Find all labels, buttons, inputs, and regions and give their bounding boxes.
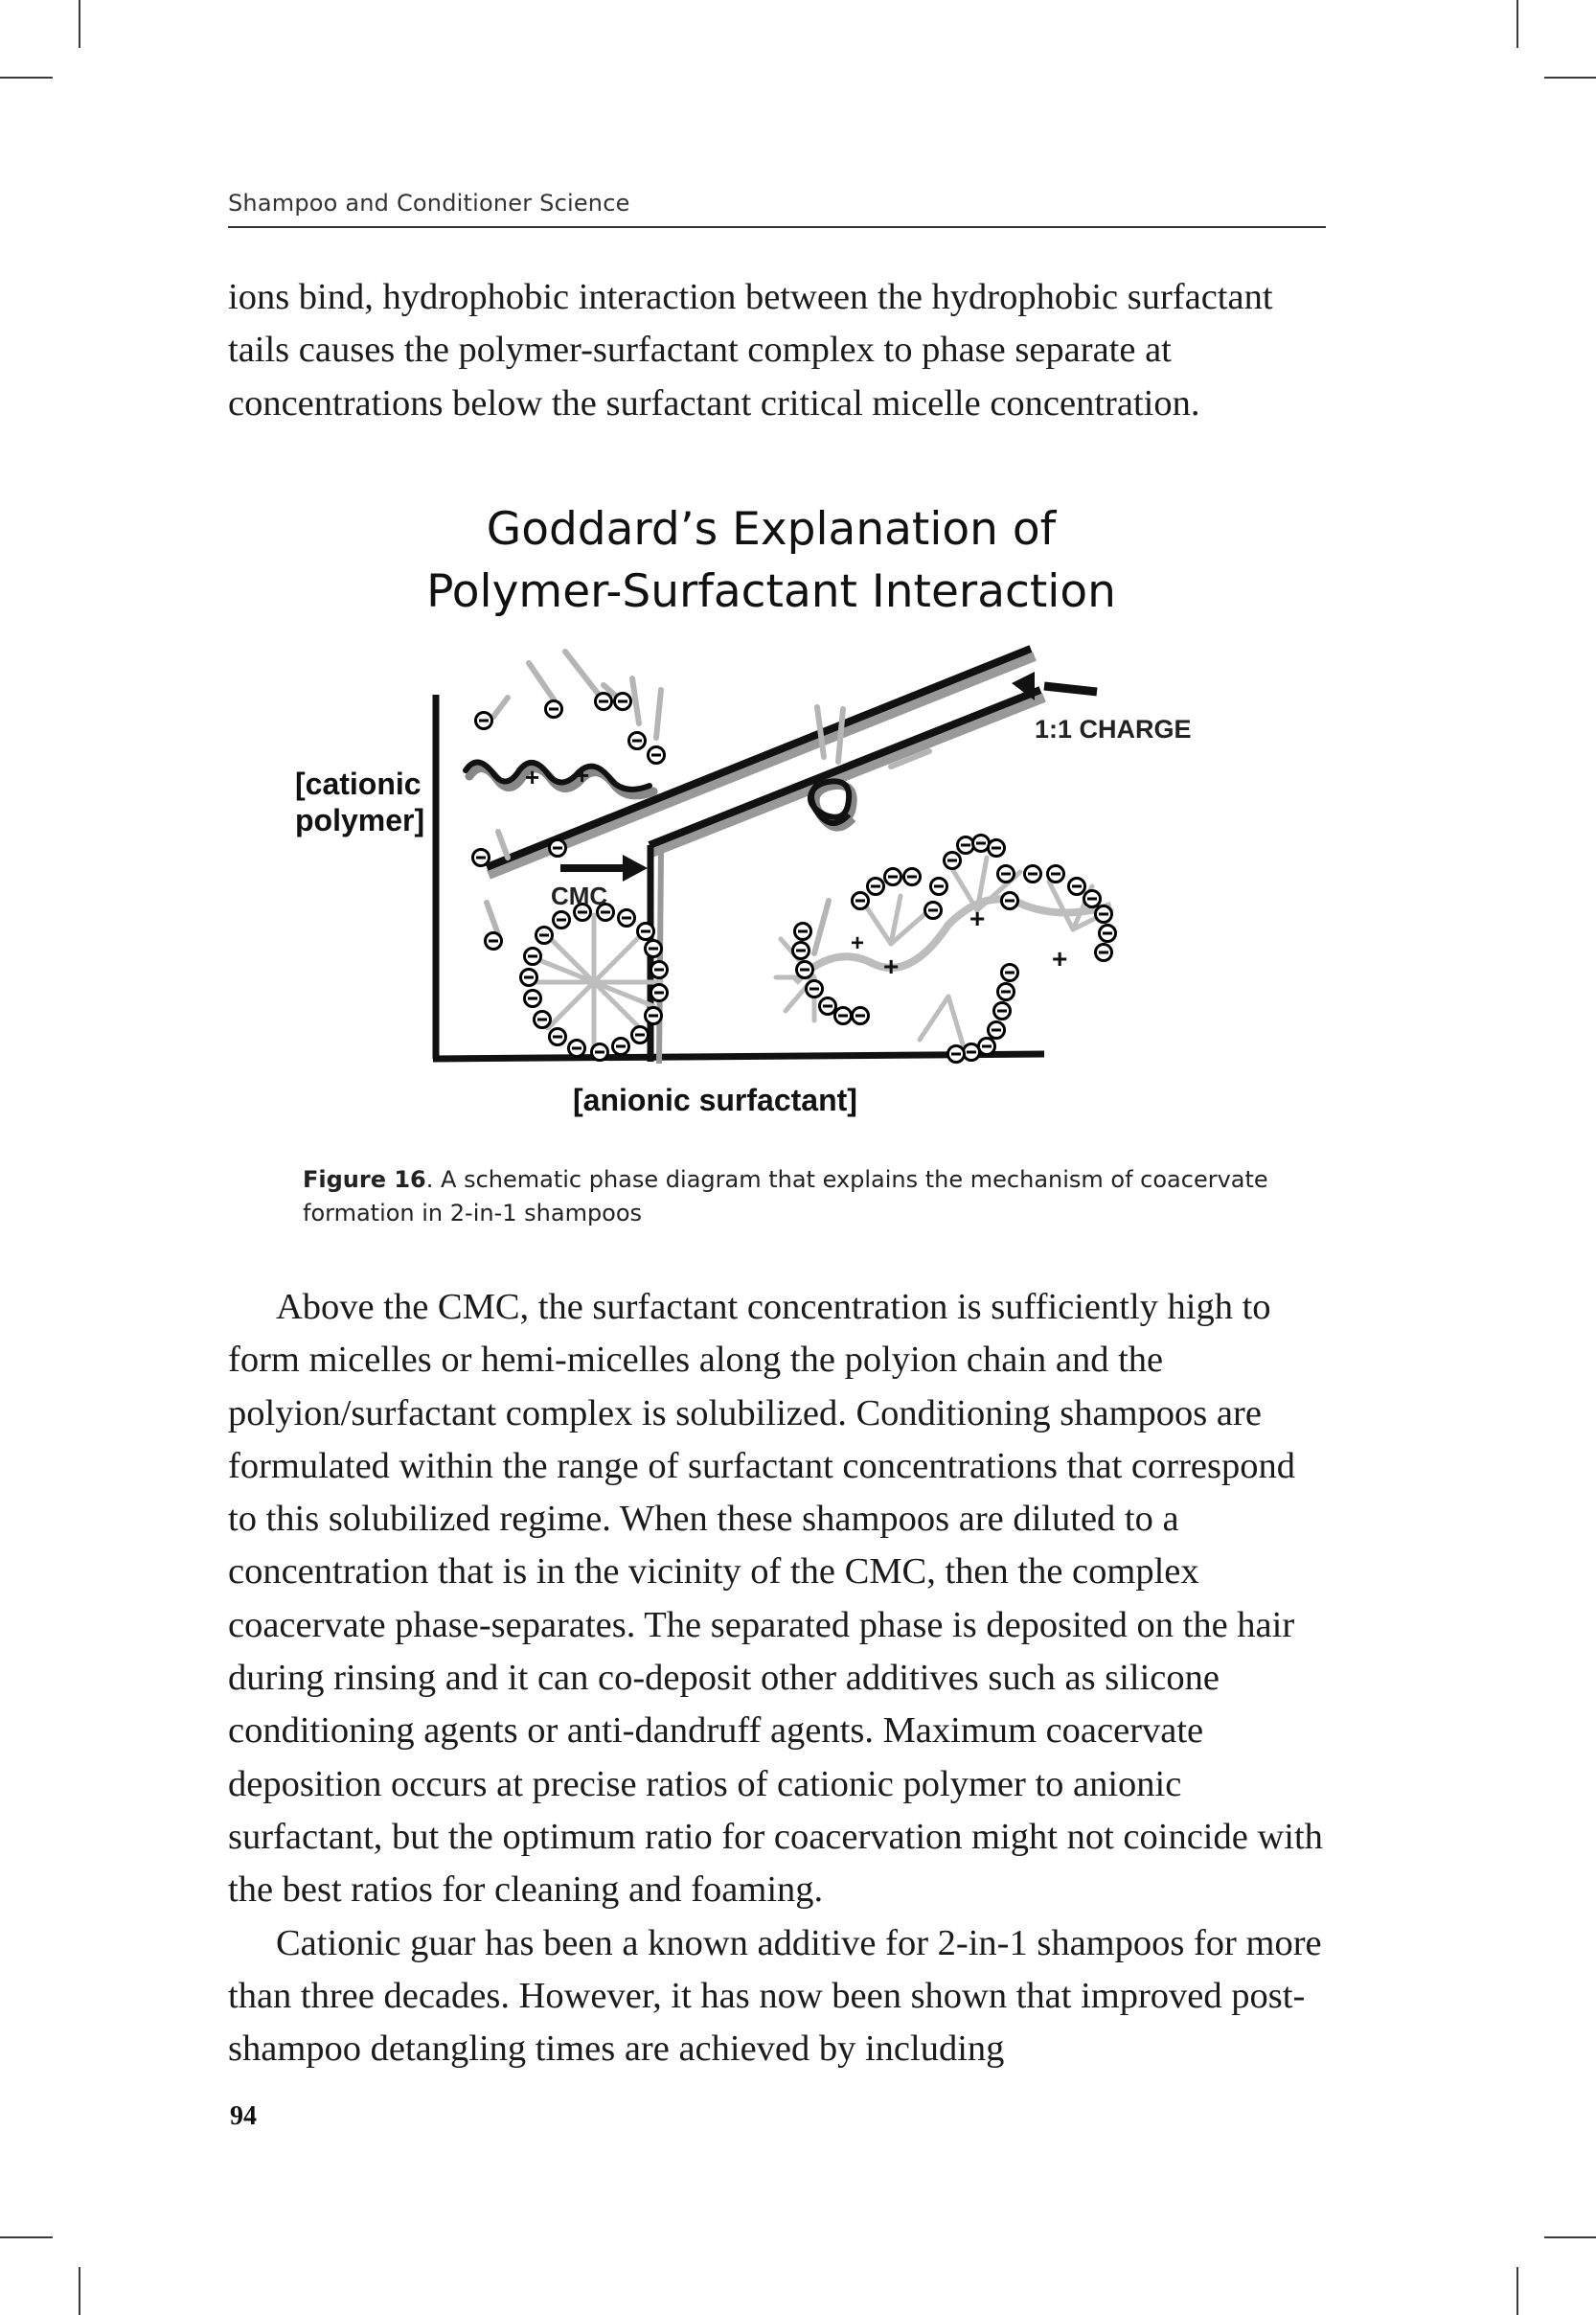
paragraph-text: Cationic guar has been a known additive for 2-in-1 shampoos for more than three decades. However, it has now been shown that improved post-shampoo detangling times are achieved by including: [228, 1922, 1322, 2070]
running-head: Shampoo and Conditioner Science: [228, 190, 1326, 228]
page-number: 94: [230, 2101, 257, 2131]
spherical-micelle: [521, 905, 668, 1061]
paragraph: [228, 271, 1330, 430]
paragraph: [228, 1281, 1330, 2075]
svg-text:+: +: [851, 930, 865, 956]
svg-text:+: +: [1052, 944, 1068, 974]
figure-caption: [303, 1163, 1299, 1230]
figure-title-line1: Goddard’s Explanation of: [486, 503, 1057, 556]
polymer-coil: [466, 761, 653, 795]
paragraph-text: Above the CMC, the surfactant concentration is sufficiently high to form micelles or hemi-micelles along the polyion chain and the polyion/surfactant complex is solubilized. Conditioning shampoos are formulated within the range of surfactant concentrations that correspond to this solubilized regime. When these shampoos are diluted to a concentration that is in the vicinity of the CMC, then the complex coacervate phase-separates. The separated phase is deposited on the hair during rinsing and it can co-deposit other additives such as silicone conditioning agents or anti-dandruff agents. Maximum coacervate deposition occurs at precise ratios of cationic polymer to anionic surfactant, but the optimum ratio for coacervation might not coincide with the best ratios for cleaning and foaming.: [228, 1287, 1323, 1911]
crop-mark: [79, 2267, 80, 2315]
crop-mark: [79, 0, 80, 48]
crop-mark: [1544, 77, 1596, 79]
charge-label: 1:1 CHARGE: [1035, 715, 1192, 744]
y-axis-label-line2: polymer]: [295, 803, 425, 837]
x-axis-label: [anionic surfactant]: [573, 1083, 857, 1117]
cmc-label: CMC: [551, 882, 608, 910]
svg-text:+: +: [525, 763, 540, 791]
paragraph-text: ions bind, hydrophobic interaction between the hydrophobic surfactant tails causes the polymer-surfactant complex to phase separate at concentrations below the surfactant critical micelle concentration.: [228, 277, 1273, 424]
crop-mark: [0, 77, 53, 79]
crop-mark: [1516, 2267, 1518, 2315]
figure-title-line2: Polymer-Surfactant Interaction: [426, 565, 1116, 618]
caption-label: Figure 16: [303, 1166, 426, 1193]
svg-text:+: +: [883, 951, 900, 981]
phase-diagram: [278, 498, 1265, 1131]
crop-mark: [0, 2236, 53, 2238]
hemi-micelle-chain: [776, 836, 1116, 1063]
svg-text:+: +: [575, 761, 590, 790]
crop-mark: [1544, 2236, 1596, 2238]
caption-text: . A schematic phase diagram that explains the mechanism of coacervate formation in 2-in-1 shampoos: [303, 1166, 1268, 1226]
y-axis-label-line1: [cationic: [295, 767, 422, 801]
polymer-complex: [810, 781, 853, 827]
cmc-arrow: [560, 855, 648, 882]
svg-text:+: +: [969, 904, 986, 933]
crop-mark: [1516, 0, 1518, 48]
figure: [278, 498, 1265, 1131]
